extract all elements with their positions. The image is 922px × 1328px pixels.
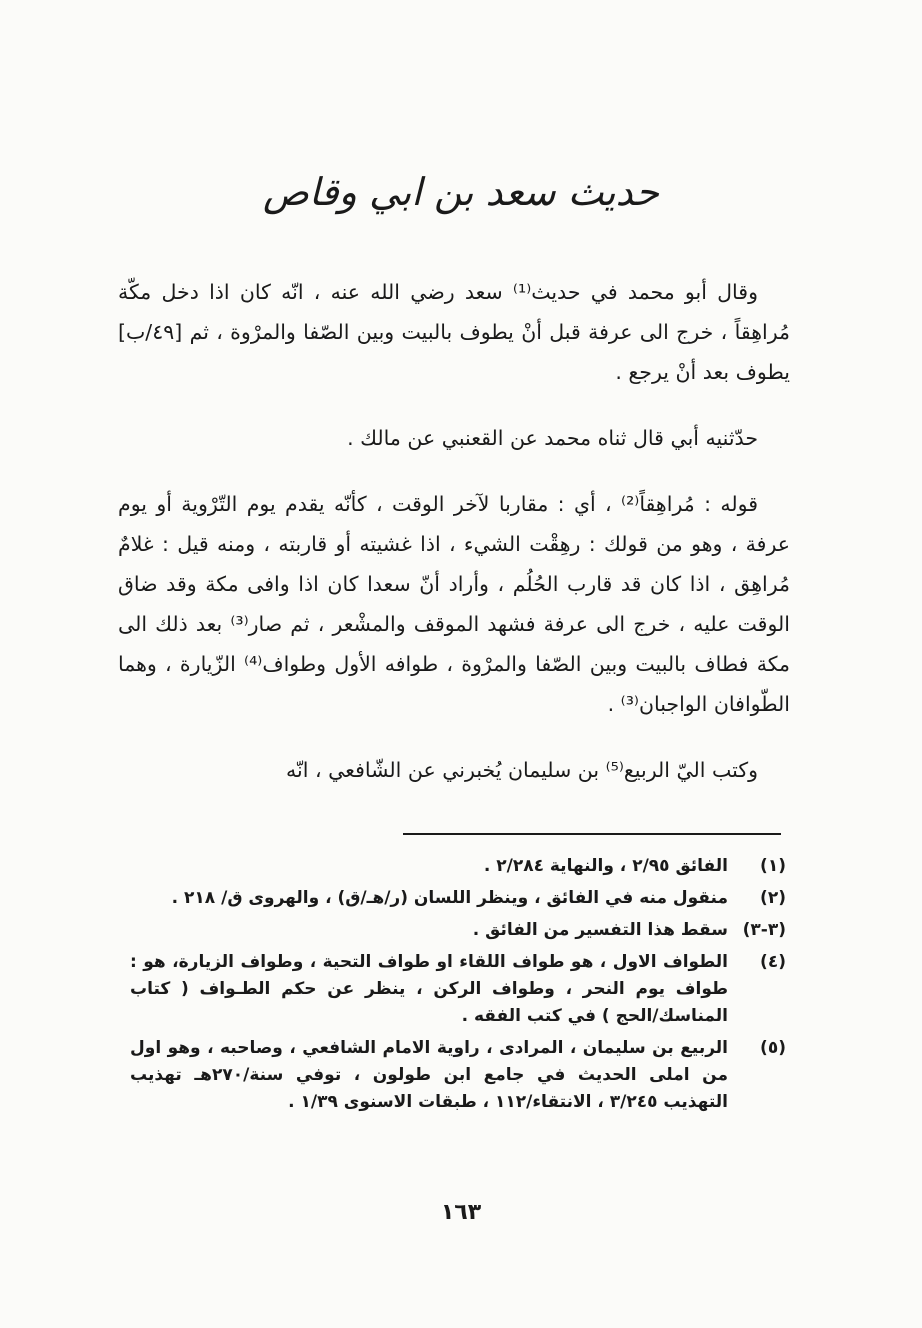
- footnote-number: (٥): [760, 1038, 786, 1058]
- footnote-text: الربيع بن سليمان ، المرادى ، راوية الامام الشافعي ، وصاحبه ، وهو اول من املى الحديث في جامع ابن طولون ، توفي سنة/٢٧٠هـ تهذيب التهذيب ٣/٢٤٥ ، الانتقاء/١١٢ ، طبقات الاسنوى ١/٣٩ .: [130, 1038, 728, 1112]
- footnote-number: (٢): [760, 888, 786, 908]
- footnote: [130, 853, 786, 880]
- page-title: حديث سعد بن ابي وقاص: [262, 170, 660, 214]
- paragraph-hadith: وقال أبو محمد في حديث⁽¹⁾ سعد رضي الله عنه ، انّه كان اذا دخل مكّة مُراهِقاً ، خرج الى عرفة قبل أنْ يطوف بالبيت وبين الصّفا والمرْوة ، ثم [٤٩/ب] يطوف بعد أنْ يرجع .: [118, 280, 790, 384]
- footnote: [130, 1035, 786, 1116]
- footnote-text: سقط هذا التفسير من الفائق .: [472, 920, 728, 940]
- paragraph-isnad: حدّثنيه أبي قال ثناه محمد عن القعنبي عن مالك .: [347, 426, 758, 450]
- main-text: [118, 272, 790, 816]
- footnote-number: (٣-٣): [742, 920, 786, 940]
- footnote: [130, 917, 786, 944]
- footnote-number: (٤): [760, 952, 786, 972]
- footnote-text: الفائق ٢/٩٥ ، والنهاية ٢/٢٨٤ .: [483, 856, 728, 876]
- footnote-text: منقول منه في الفائق ، وينظر اللسان (ر/هـ/ق) ، والهروى ق/ ٢١٨ .: [171, 888, 728, 908]
- paragraph-continuation: وكتب اليّ الربيع⁽⁵⁾ بن سليمان يُخبرني عن الشّافعي ، انّه: [286, 758, 758, 782]
- paragraph-commentary: قوله : مُراهِقاً⁽²⁾ ، أي : مقاربا لآخر الوقت ، كأنّه يقدم يوم التّرْوية أو يوم عرفة ، وهو من قولك : رهِقْت الشيء ، اذا غشيته أو قاربته ، ومنه قيل : غلامٌ مُراهِق ، اذا كان قد قارب الحُلُم ، وأراد أنّ سعدا كان اذا وافى مكة وقد ضاق الوقت عليه ، خرج الى عرفة فشهد الموقف والمشْعر ، ثم صار⁽³⁾ بعد ذلك الى مكة فطاف بالبيت وبين الصّفا والمرْوة ، طوافه الأول وطواف⁽⁴⁾ الزّيارة ، وهما الطّوافان الواجبان⁽³⁾ .: [118, 492, 790, 716]
- footnote: [130, 885, 786, 912]
- footnote-text: الطواف الاول ، هو طواف اللقاء او طواف التحية ، وطواف الزيارة، هو : طواف يوم النحر ، وطواف الركن ، ينظر عن حكم الطـواف ( كتاب المناسك/الحج ) في كتب الفقه .: [130, 952, 728, 1026]
- footnote: [130, 949, 786, 1030]
- footnote-divider: [403, 833, 781, 835]
- page-number: ١٦٣: [440, 1200, 482, 1225]
- footnote-number: (١): [760, 856, 786, 876]
- footnotes: [130, 853, 786, 1121]
